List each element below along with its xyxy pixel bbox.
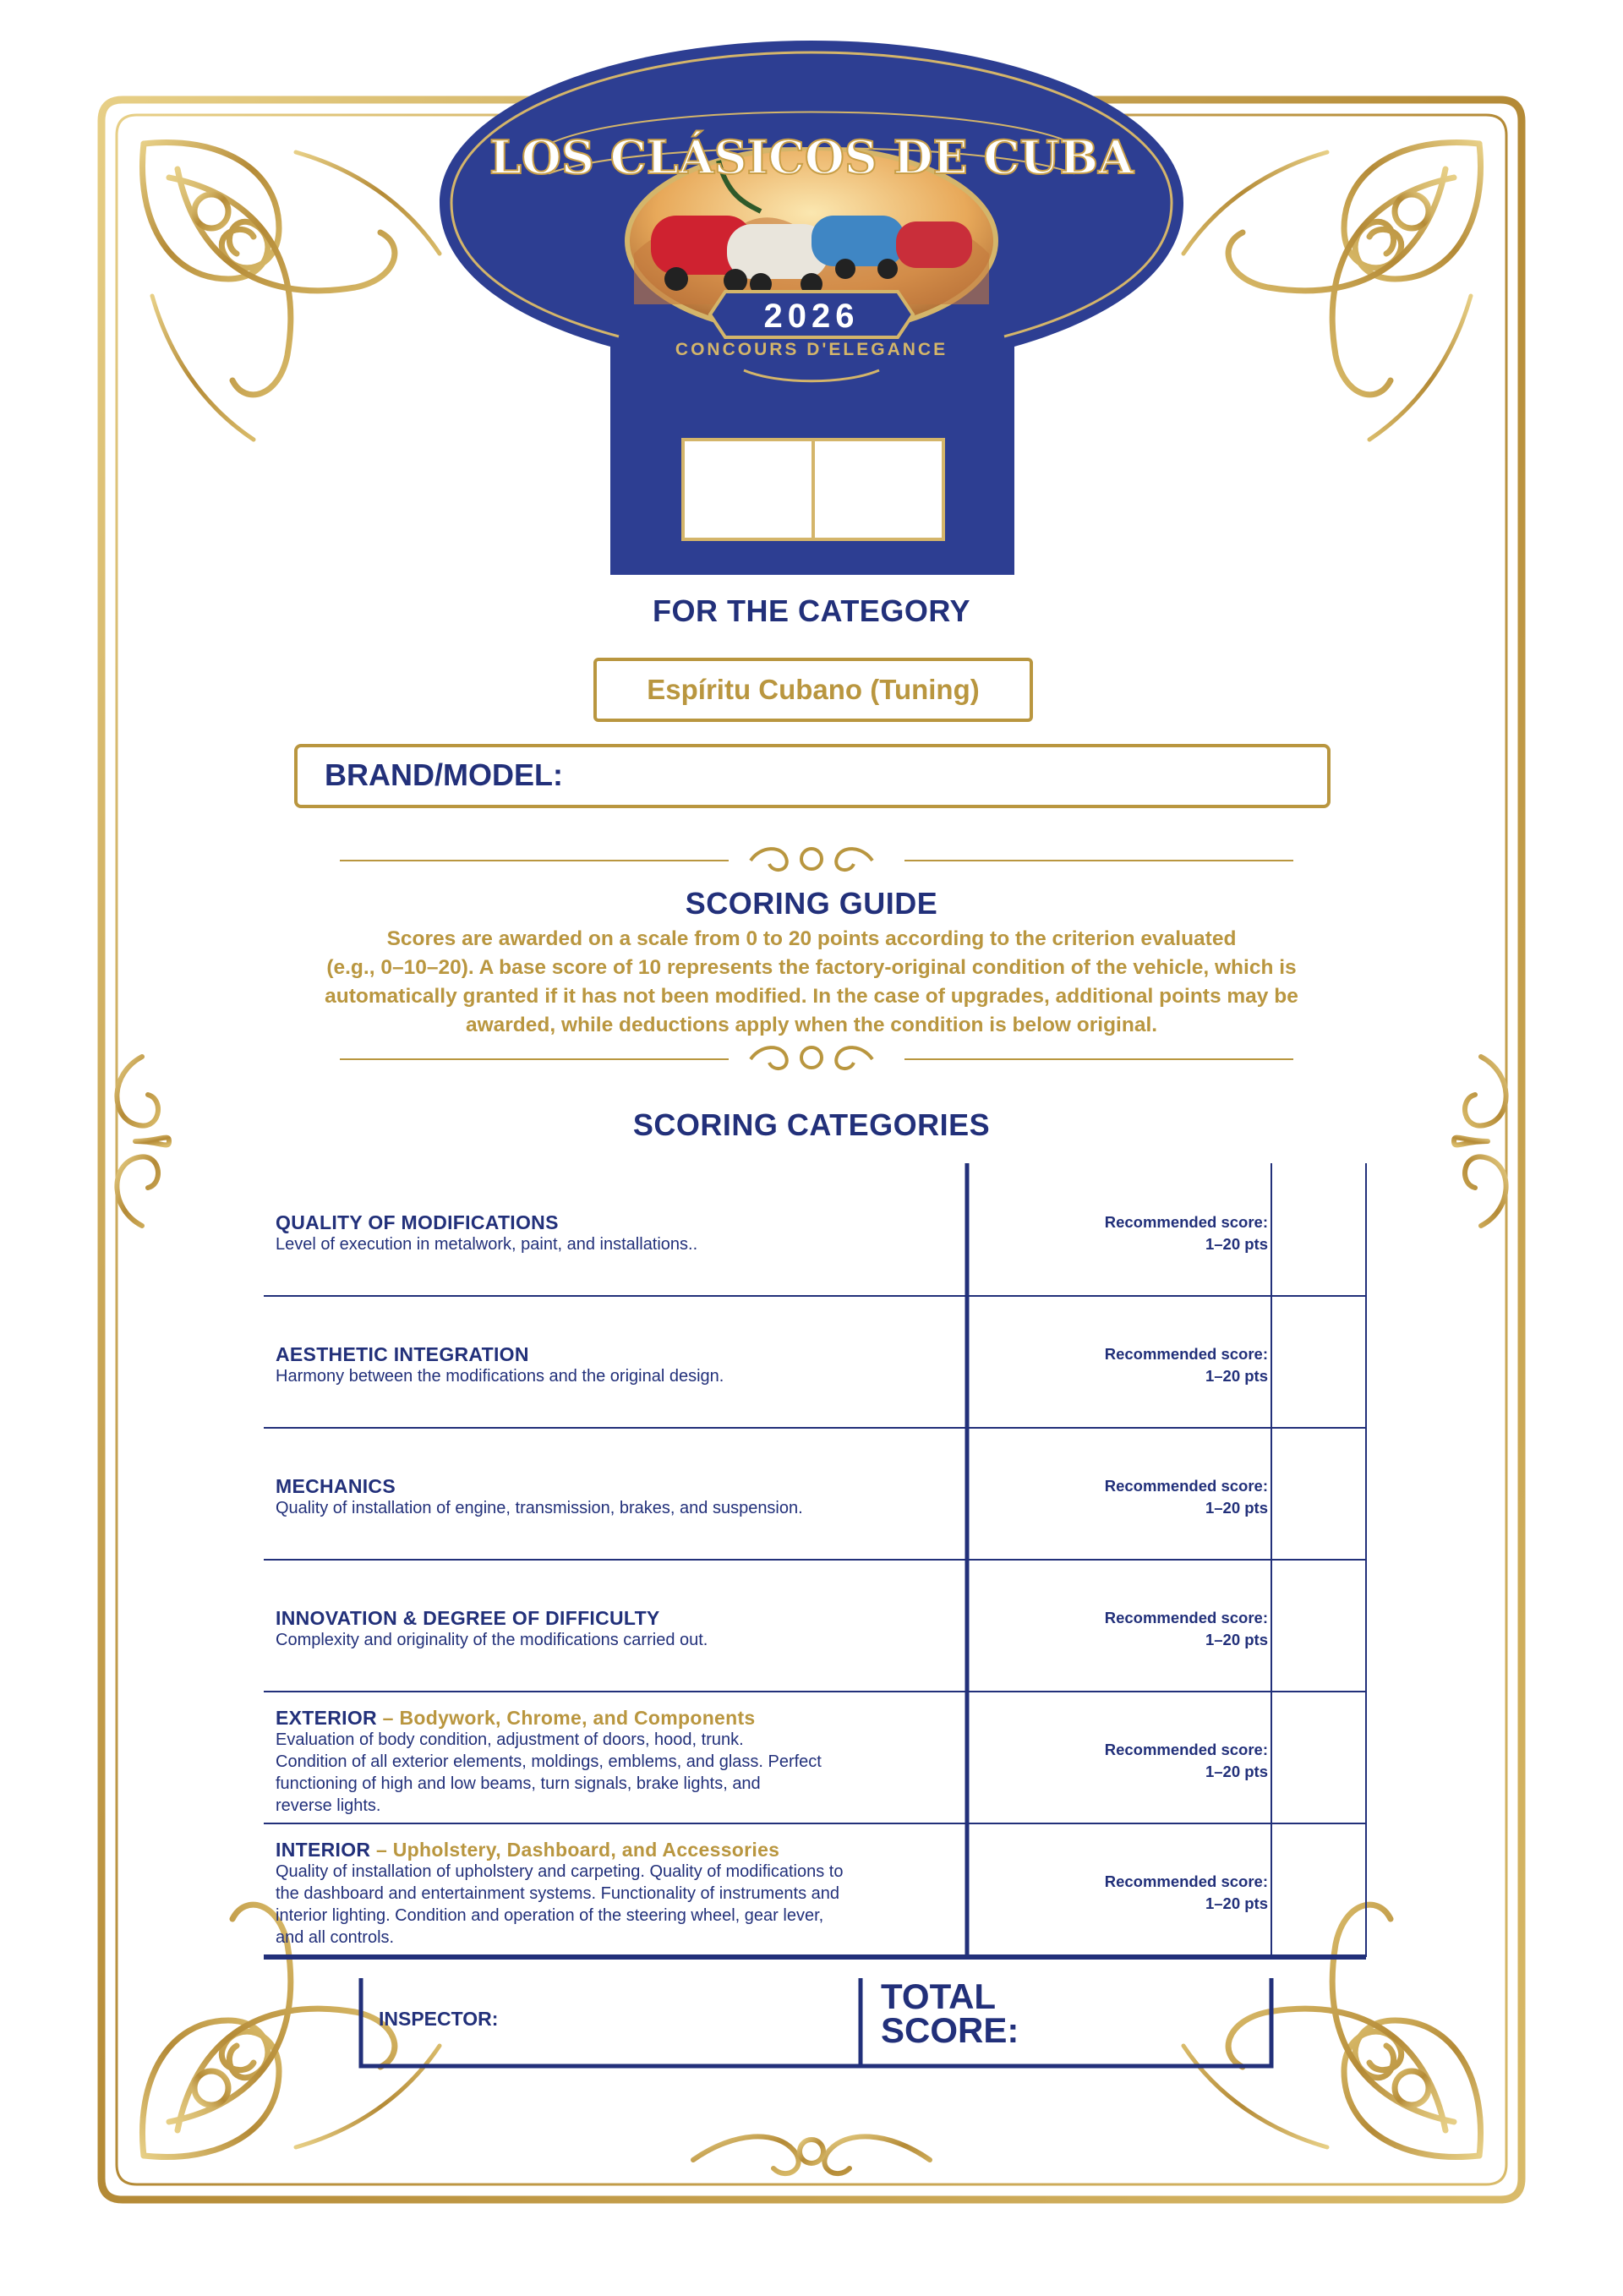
row-title-main: MECHANICS — [276, 1475, 396, 1497]
table-row — [264, 1428, 1366, 1560]
recommended-score — [965, 1607, 1268, 1651]
row-title-main: INNOVATION & DEGREE OF DIFFICULTY — [276, 1607, 660, 1629]
row-description — [276, 1861, 969, 1949]
scoring-guide-title: SCORING GUIDE — [685, 886, 938, 921]
guide-line: awarded, while deductions apply when the condition is below original. — [465, 1014, 1158, 1036]
description-line: Condition of all exterior elements, moldings, emblems, and glass. Perfect — [276, 1752, 822, 1771]
recommended-score — [965, 1343, 1268, 1387]
recommended-score — [965, 1475, 1268, 1519]
corner-flourish-top-left — [142, 142, 440, 440]
recommended-score-value: 1–20 pts — [1205, 1894, 1268, 1912]
recommended-score-value: 1–20 pts — [1205, 1499, 1268, 1517]
table-row — [264, 1560, 1366, 1692]
recommended-score-label: Recommended score: — [1104, 1609, 1268, 1626]
row-description — [276, 1729, 969, 1817]
recommended-score — [965, 1739, 1268, 1783]
row-title — [276, 1707, 756, 1730]
row-title-main: AESTHETIC INTEGRATION — [276, 1343, 529, 1365]
description-line: functioning of high and low beams, turn signals, brake lights, and — [276, 1774, 761, 1793]
row-title — [276, 1343, 529, 1366]
total-score-label — [881, 1976, 1019, 2050]
row-title-sub: – Upholstery, Dashboard, and Accessories — [370, 1839, 780, 1861]
table-row — [264, 1692, 1366, 1823]
recommended-score-value: 1–20 pts — [1205, 1235, 1268, 1253]
category-heading: FOR THE CATEGORY — [653, 593, 970, 628]
entry-number-box-right — [813, 440, 943, 539]
guide-line: (e.g., 0–10–20). A base score of 10 represents the factory-original condition of the vehicle, which is — [326, 956, 1297, 979]
category-value-box: Espíritu Cubano (Tuning) — [593, 658, 1033, 722]
recommended-score — [965, 1211, 1268, 1255]
brand-model-label: BRAND/MODEL: — [325, 757, 563, 792]
score-entry-column[interactable] — [1271, 1164, 1366, 1957]
row-title — [276, 1607, 660, 1630]
recommended-score-value: 1–20 pts — [1205, 1763, 1268, 1780]
guide-line: automatically granted if it has not been modified. In the case of upgrades, additional points may be — [325, 985, 1298, 1008]
corner-flourish-top-right — [1183, 142, 1481, 440]
table-row — [264, 1164, 1366, 1296]
row-title — [276, 1475, 396, 1498]
scoring-guide-text — [254, 925, 1369, 1040]
recommended-score-label: Recommended score: — [1104, 1741, 1268, 1758]
row-title-main: QUALITY OF MODIFICATIONS — [276, 1211, 559, 1233]
entry-number-box-left — [683, 440, 813, 539]
row-description — [276, 1365, 969, 1387]
table-row — [264, 1823, 1366, 1955]
guide-line: Scores are awarded on a scale from 0 to 20 points according to the criterion evaluated — [386, 927, 1237, 950]
total-label-line: TOTAL — [881, 1976, 997, 2016]
table-row — [264, 1296, 1366, 1428]
logo-year: 2026 — [763, 298, 860, 335]
logo-title: LOS CLÁSICOS DE CUBA — [489, 130, 1134, 184]
scoring-categories-title: SCORING CATEGORIES — [632, 1107, 991, 1142]
inspector-label: INSPECTOR: — [379, 2008, 499, 2030]
description-line: the dashboard and entertainment systems. Functionality of instruments and — [276, 1884, 840, 1903]
description-line: Harmony between the modifications and the original design. — [276, 1367, 724, 1386]
row-title — [276, 1211, 559, 1234]
description-line: Level of execution in metalwork, paint, and installations.. — [276, 1235, 698, 1254]
total-label-line: SCORE: — [881, 2010, 1019, 2050]
description-line: Quality of installation of upholstery and carpeting. Quality of modifications to — [276, 1862, 844, 1881]
guide-divider-bottom — [340, 1047, 1293, 1069]
recommended-score-label: Recommended score: — [1104, 1213, 1268, 1231]
recommended-score-value: 1–20 pts — [1205, 1367, 1268, 1385]
recommended-score-label: Recommended score: — [1104, 1345, 1268, 1363]
row-title-sub: – Bodywork, Chrome, and Components — [376, 1707, 756, 1729]
recommended-score-label: Recommended score: — [1104, 1872, 1268, 1890]
description-line: and all controls. — [276, 1928, 395, 1947]
guide-divider-top — [340, 849, 1293, 870]
logo-badge — [440, 41, 1183, 575]
row-description — [276, 1629, 969, 1651]
row-description — [276, 1233, 969, 1255]
recommended-score-label: Recommended score: — [1104, 1477, 1268, 1495]
bottom-center-ornament — [592, 2136, 1031, 2177]
row-title — [276, 1839, 779, 1861]
row-title-main: INTERIOR — [276, 1839, 371, 1861]
inspector-field[interactable] — [499, 1982, 854, 2063]
description-line: Complexity and originality of the modifications carried out. — [276, 1631, 708, 1649]
row-description — [276, 1497, 969, 1519]
description-line: reverse lights. — [276, 1796, 381, 1815]
description-line: Quality of installation of engine, transmission, brakes, and suspension. — [276, 1499, 803, 1517]
description-line: interior lighting. Condition and operation of the steering wheel, gear lever, — [276, 1906, 824, 1925]
logo-subtitle: CONCOURS D'ELEGANCE — [675, 340, 948, 359]
total-score-field[interactable] — [1048, 1982, 1264, 2063]
row-title-main: EXTERIOR — [276, 1707, 377, 1729]
recommended-score-value: 1–20 pts — [1205, 1631, 1268, 1648]
recommended-score — [965, 1871, 1268, 1915]
description-line: Evaluation of body condition, adjustment of doors, hood, trunk. — [276, 1730, 744, 1749]
